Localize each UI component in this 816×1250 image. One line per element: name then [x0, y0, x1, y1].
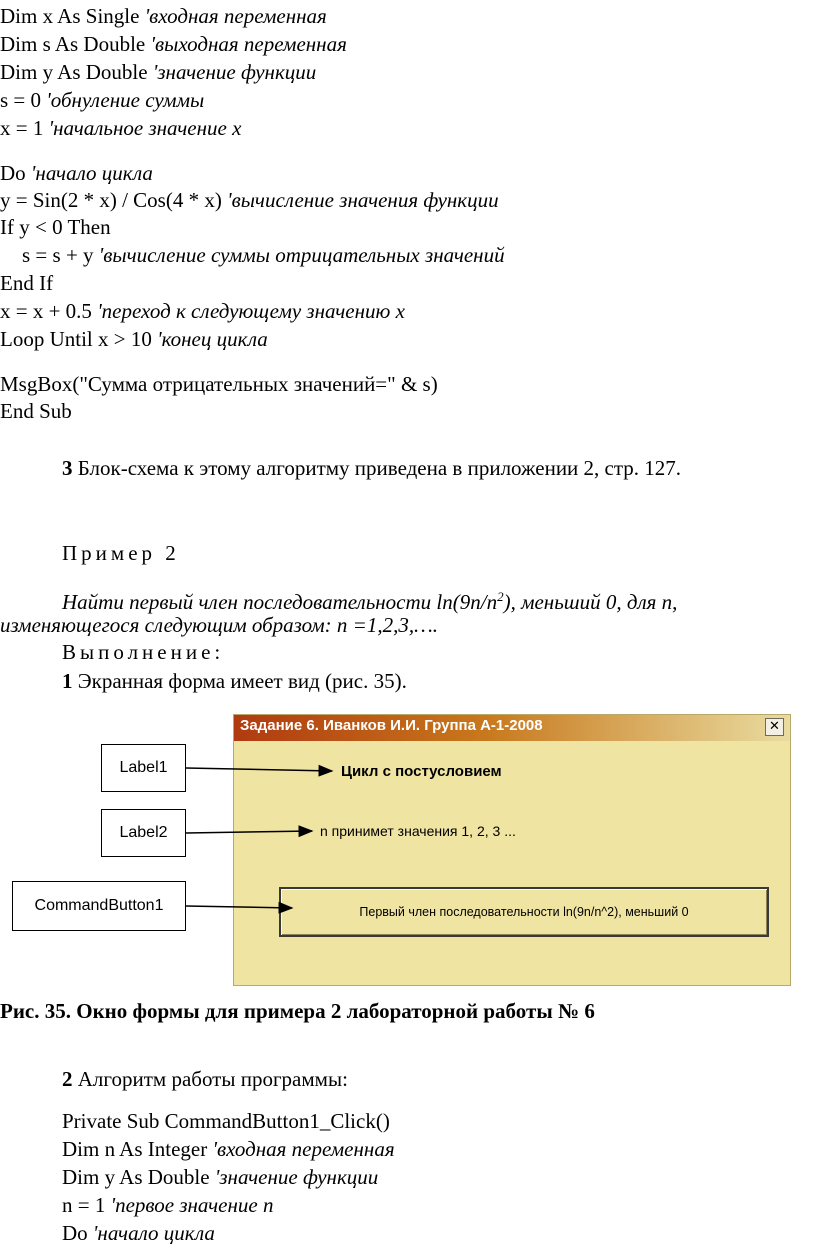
superscript: 2	[497, 589, 504, 604]
code-line	[62, 1164, 378, 1190]
code-text: Dim y As Double	[0, 60, 153, 84]
code-line	[0, 398, 72, 424]
code-text: Dim n As Integer	[62, 1137, 213, 1161]
code-line	[0, 214, 111, 240]
close-icon[interactable]: ✕	[765, 718, 784, 736]
code-line	[62, 1192, 273, 1218]
code-line	[0, 326, 268, 352]
code-line	[0, 115, 241, 141]
callout-commandbutton1: CommandButton1	[12, 881, 186, 931]
code-comment: 'вычисление суммы отрицательных значений	[98, 243, 505, 267]
step-text: Экранная форма имеет вид (рис. 35).	[72, 669, 407, 693]
code-text: s = 0	[0, 88, 47, 112]
code-line	[0, 59, 316, 85]
code-comment: 'входная переменная	[212, 1137, 395, 1161]
code-text: Do	[0, 161, 31, 185]
code-line	[0, 371, 438, 397]
form-window	[233, 714, 791, 986]
task-line-2: изменяющегося следующим образом: n =1,2,3,….	[0, 613, 439, 637]
code-text: n = 1	[62, 1193, 111, 1217]
code-line	[0, 187, 499, 213]
step-paragraph	[62, 455, 681, 481]
task-line-1	[62, 584, 677, 615]
step-text: Блок-схема к этому алгоритму приведена в приложении 2, стр. 127.	[72, 456, 682, 480]
form-label2: n принимет значения 1, 2, 3 ...	[320, 823, 516, 839]
code-line	[62, 1108, 390, 1134]
code-comment: 'вычисление значения функции	[227, 188, 499, 212]
code-comment: 'значение функции	[214, 1165, 379, 1189]
code-comment: 'начальное значение x	[48, 116, 242, 140]
code-line	[0, 270, 53, 296]
step-number: 1	[62, 669, 73, 693]
code-text: Dim y As Double	[62, 1165, 215, 1189]
code-text: Dim x As Single	[0, 4, 145, 28]
code-line	[62, 1220, 215, 1246]
form-label1: Цикл с постусловием	[341, 763, 502, 780]
step-paragraph	[62, 668, 407, 694]
code-line	[62, 1136, 395, 1162]
code-text: Do	[62, 1221, 93, 1245]
code-text: Loop Until x > 10	[0, 327, 158, 351]
code-comment: 'первое значение n	[110, 1193, 274, 1217]
step-number: 2	[62, 1067, 73, 1091]
step-number: 3	[62, 456, 73, 480]
code-comment: 'обнуление суммы	[46, 88, 205, 112]
code-line	[0, 160, 153, 186]
code-line	[22, 242, 505, 268]
code-text: If y < 0 Then	[0, 215, 111, 239]
code-comment: 'входная переменная	[144, 4, 327, 28]
code-text: y = Sin(2 * x) / Cos(4 * x)	[0, 188, 228, 212]
code-comment: 'конец цикла	[157, 327, 268, 351]
form-title: Задание 6. Иванков И.И. Группа А-1-2008	[240, 717, 543, 734]
figure-caption: Рис. 35. Окно формы для примера 2 лабораторной работы № 6	[0, 999, 595, 1023]
execution-heading: Выполнение:	[62, 640, 225, 664]
code-text: s = s + y	[22, 243, 99, 267]
code-comment: 'начало цикла	[30, 161, 153, 185]
code-comment: 'начало цикла	[92, 1221, 215, 1245]
code-text: End If	[0, 271, 54, 295]
code-text: x = 1	[0, 116, 49, 140]
code-text: Dim s As Double	[0, 32, 151, 56]
code-comment: 'переход к следующему значению x	[97, 299, 405, 323]
sequence-button[interactable]: Первый член последовательности ln(9n/n^2), меньший 0	[279, 887, 769, 937]
callout-label1: Label1	[101, 744, 186, 792]
code-comment: 'значение функции	[152, 60, 317, 84]
step-paragraph	[62, 1066, 348, 1092]
code-comment: 'выходная переменная	[150, 32, 347, 56]
example-heading: Пример 2	[62, 541, 180, 565]
callout-label2: Label2	[101, 809, 186, 857]
code-line	[0, 31, 347, 57]
code-line	[0, 87, 204, 113]
code-text: Private Sub CommandButton1_Click()	[62, 1109, 390, 1133]
form-titlebar	[234, 715, 790, 741]
code-text: MsgBox("Сумма отрицательных значений=" & s)	[0, 372, 438, 396]
task-text-end: ), меньший 0, для n,	[503, 590, 678, 614]
code-line	[0, 298, 405, 324]
task-text: Найти первый член последовательности ln(9n/n	[62, 590, 498, 614]
step-text: Алгоритм работы программы:	[72, 1067, 348, 1091]
code-text: End Sub	[0, 399, 72, 423]
code-line	[0, 3, 327, 29]
code-text: x = x + 0.5	[0, 299, 98, 323]
